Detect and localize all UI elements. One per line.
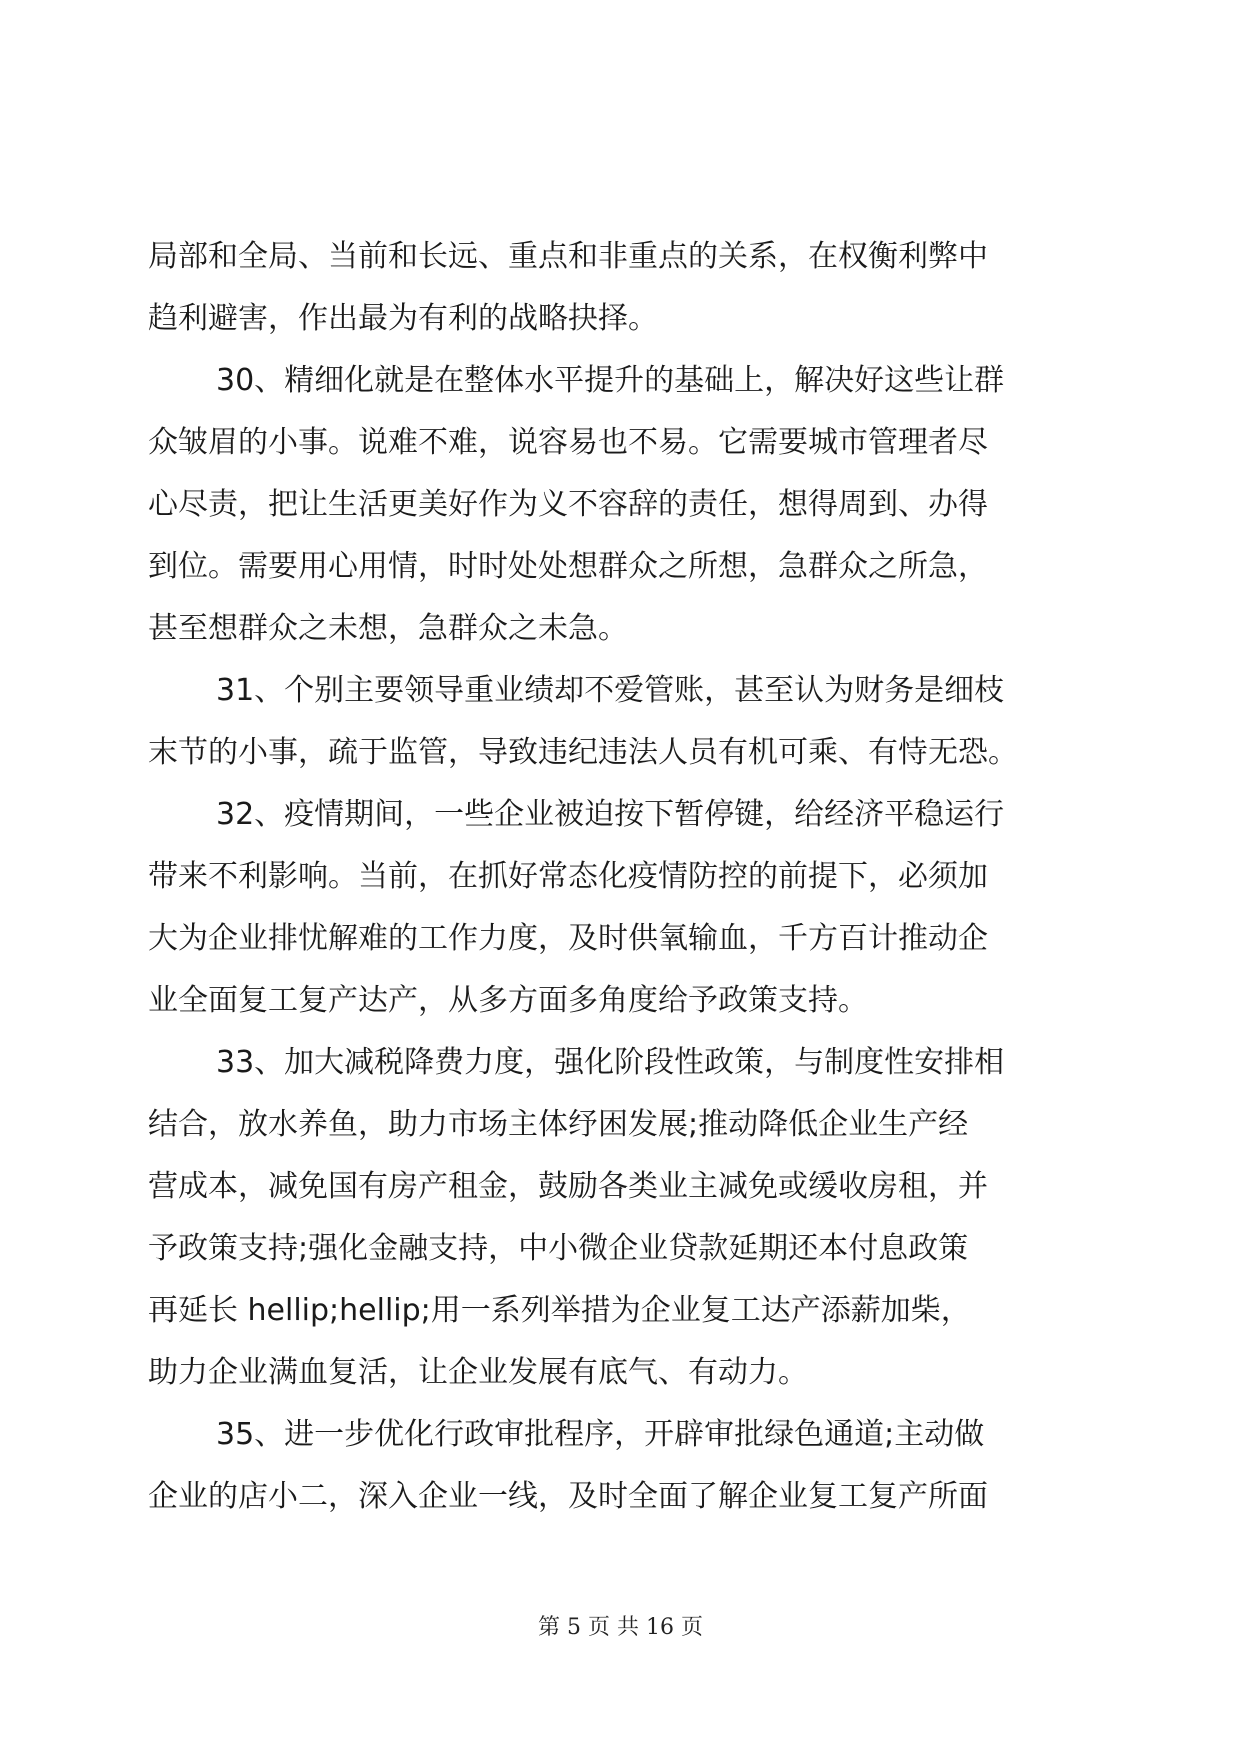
text-line: 业全面复工复产达产，从多方面多角度给予政策支持。 bbox=[148, 983, 868, 1018]
text-line: 末节的小事，疏于监管，导致违纪违法人员有机可乘、有恃无恐。 bbox=[148, 735, 1018, 770]
text-line: 甚至想群众之未想，急群众之未急。 bbox=[148, 611, 628, 646]
paragraph-start-31: 31、个别主要领导重业绩却不爱管账，甚至认为财务是细枝 bbox=[216, 673, 1005, 708]
text-line: 营成本，减免国有房产租金，鼓励各类业主减免或缓收房租，并 bbox=[148, 1169, 988, 1204]
paragraph-start-35: 35、进一步优化行政审批程序，开辟审批绿色通道;主动做 bbox=[216, 1417, 985, 1452]
text-line: 大为企业排忧解难的工作力度，及时供氧输血，千方百计推动企 bbox=[148, 921, 988, 956]
text-line: 结合，放水养鱼，助力市场主体纾困发展;推动降低企业生产经 bbox=[148, 1107, 969, 1142]
text-line: 局部和全局、当前和长远、重点和非重点的关系，在权衡利弊中 bbox=[148, 239, 988, 274]
text-line: 众皱眉的小事。说难不难，说容易也不易。它需要城市管理者尽 bbox=[148, 425, 988, 460]
page-number-footer: 第 5 页 共 16 页 bbox=[538, 1615, 703, 1640]
text-line: 趋利避害，作出最为有利的战略抉择。 bbox=[148, 301, 658, 336]
paragraph-start-30: 30、精细化就是在整体水平提升的基础上，解决好这些让群 bbox=[216, 363, 1005, 398]
paragraph-start-32: 32、疫情期间，一些企业被迫按下暂停键，给经济平稳运行 bbox=[216, 797, 1005, 832]
text-line: 带来不利影响。当前，在抓好常态化疫情防控的前提下，必须加 bbox=[148, 859, 988, 894]
paragraph-start-33: 33、加大减税降费力度，强化阶段性政策，与制度性安排相 bbox=[216, 1045, 1005, 1080]
text-line: 予政策支持;强化金融支持，中小微企业贷款延期还本付息政策 bbox=[148, 1231, 969, 1266]
text-line: 到位。需要用心用情，时时处处想群众之所想，急群众之所急， bbox=[148, 549, 988, 584]
text-line: 心尽责，把让生活更美好作为义不容辞的责任，想得周到、办得 bbox=[148, 487, 988, 522]
text-line: 企业的店小二，深入企业一线，及时全面了解企业复工复产所面 bbox=[148, 1479, 988, 1514]
text-line: 再延长 hellip;hellip;用一系列举措为企业复工达产添薪加柴， bbox=[148, 1293, 971, 1328]
text-line: 助力企业满血复活，让企业发展有底气、有动力。 bbox=[148, 1355, 808, 1390]
document-body bbox=[148, 226, 1093, 1528]
